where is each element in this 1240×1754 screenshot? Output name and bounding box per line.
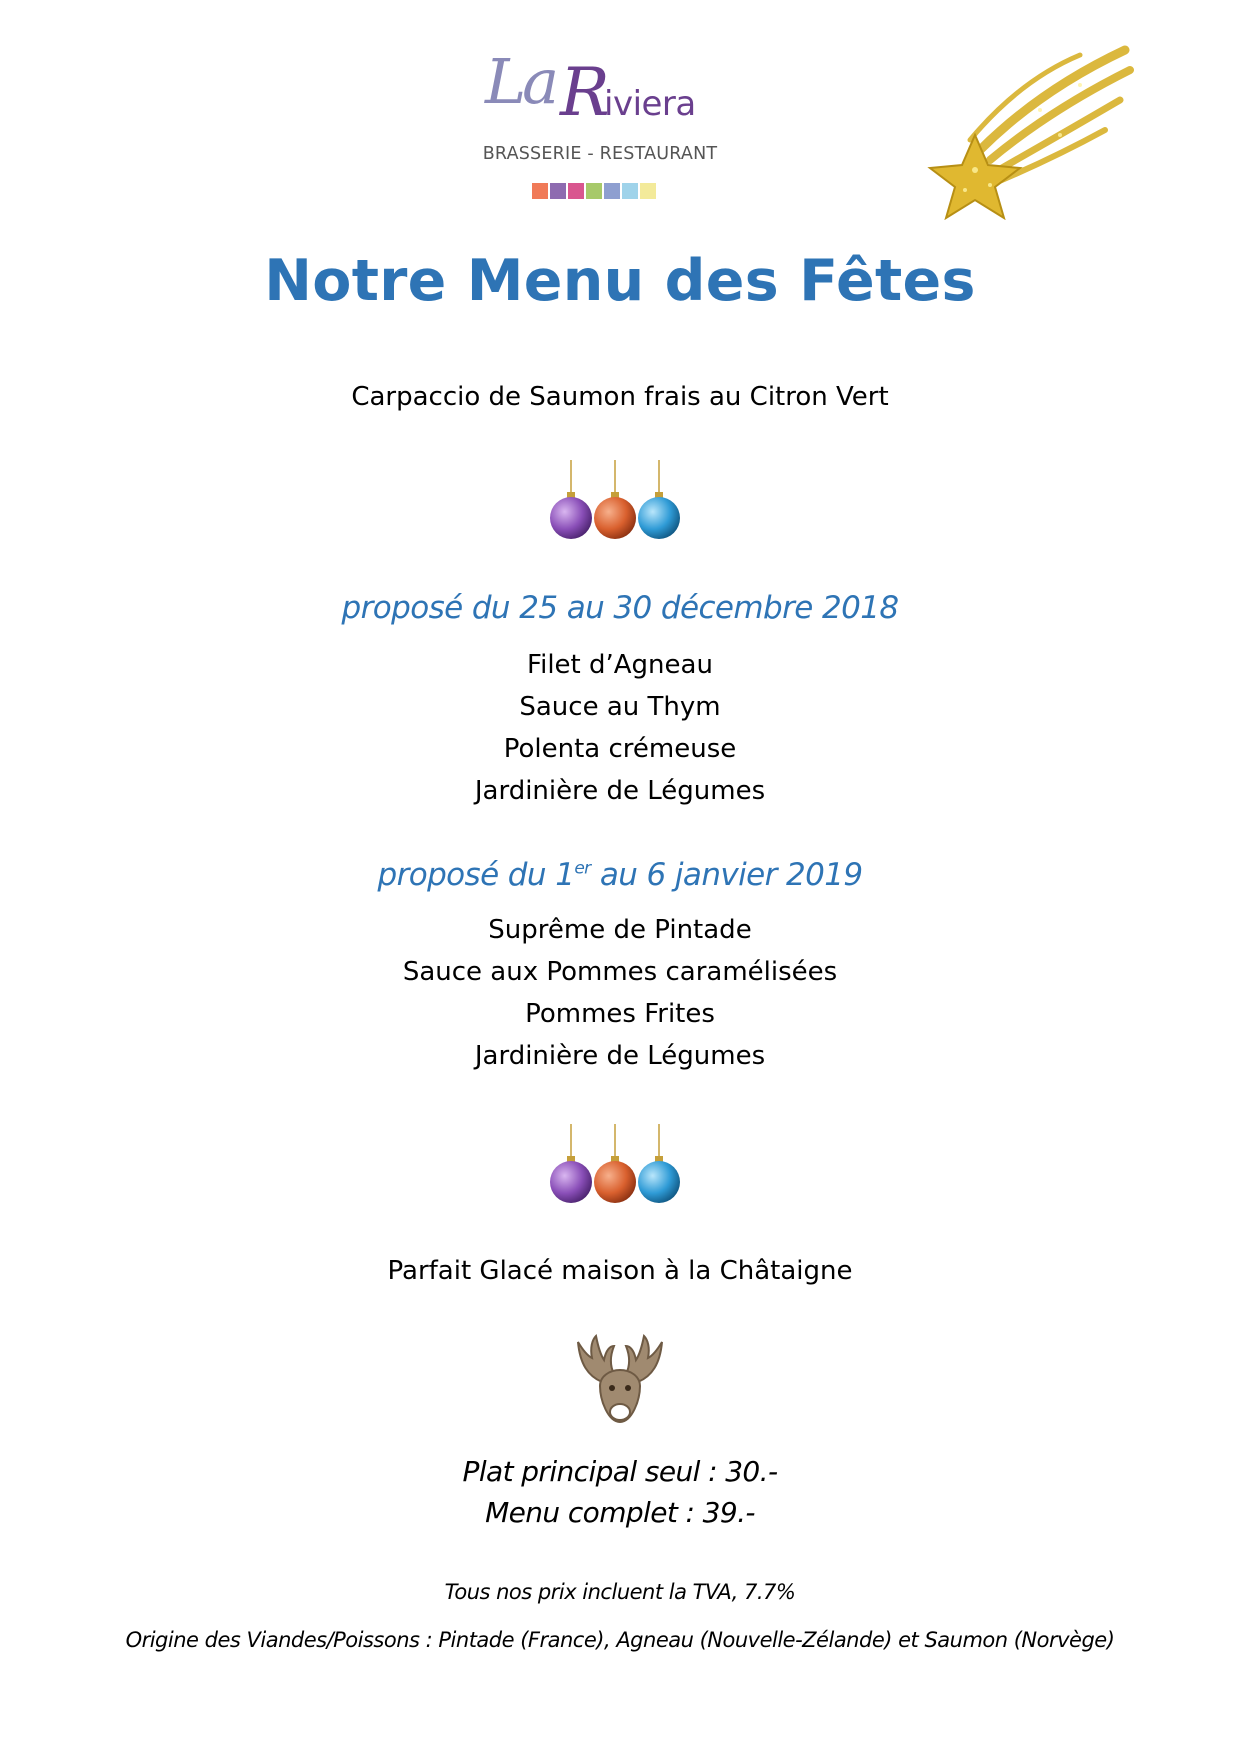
logo-subtitle: BRASSERIE - RESTAURANT: [482, 144, 718, 164]
period-2-dishes: [0, 909, 1240, 1077]
reindeer-icon: [570, 1330, 670, 1430]
restaurant-logo: [470, 40, 730, 210]
list-item: Sauce aux Pommes caramélisées: [402, 957, 838, 987]
period-1-heading: proposé du 25 au 30 décembre 2018: [341, 590, 899, 626]
logo-square: [550, 183, 566, 199]
logo-square: [604, 183, 620, 199]
logo-square: [640, 183, 656, 199]
logo-square: [586, 183, 602, 199]
list-item: Suprême de Pintade: [488, 915, 752, 945]
list-item: Sauce au Thym: [519, 692, 721, 722]
logo-iviera: iviera: [604, 84, 696, 124]
period-2-label-sup: er: [574, 858, 591, 879]
origin-note: Origine des Viandes/Poissons : Pintade (France), Agneau (Nouvelle-Zélande) et Saumon (Norvège): [125, 1628, 1115, 1652]
starter-dish: Carpaccio de Saumon frais au Citron Vert: [351, 382, 889, 412]
logo-la: La: [485, 45, 556, 118]
christmas-ornaments-icon: [545, 1124, 685, 1209]
page-title: Notre Menu des Fêtes: [264, 248, 976, 314]
list-item: Jardinière de Légumes: [474, 776, 766, 806]
period-2-label-end: au 6 janvier 2019: [590, 857, 863, 893]
list-item: Polenta crémeuse: [503, 734, 737, 764]
logo-square: [532, 183, 548, 199]
list-item: Filet d’Agneau: [527, 650, 713, 680]
vat-note: Tous nos prix incluent la TVA, 7.7%: [444, 1580, 796, 1604]
logo-r: R: [560, 54, 610, 131]
logo-square: [568, 183, 584, 199]
christmas-ornaments-icon: [545, 460, 685, 545]
period-1-dishes: [0, 644, 1240, 812]
period-2-heading: [0, 857, 1240, 893]
price-main-only: Plat principal seul : 30.-: [462, 1455, 778, 1488]
list-item: Jardinière de Légumes: [474, 1041, 766, 1071]
logo-color-squares: [532, 183, 656, 199]
logo-square: [622, 183, 638, 199]
shooting-star-icon: [920, 40, 1140, 220]
period-2-label-start: proposé du 1: [377, 857, 575, 893]
dessert-dish: Parfait Glacé maison à la Châtaigne: [387, 1256, 853, 1286]
list-item: Pommes Frites: [525, 999, 715, 1029]
price-full-menu: Menu complet : 39.-: [485, 1496, 755, 1529]
